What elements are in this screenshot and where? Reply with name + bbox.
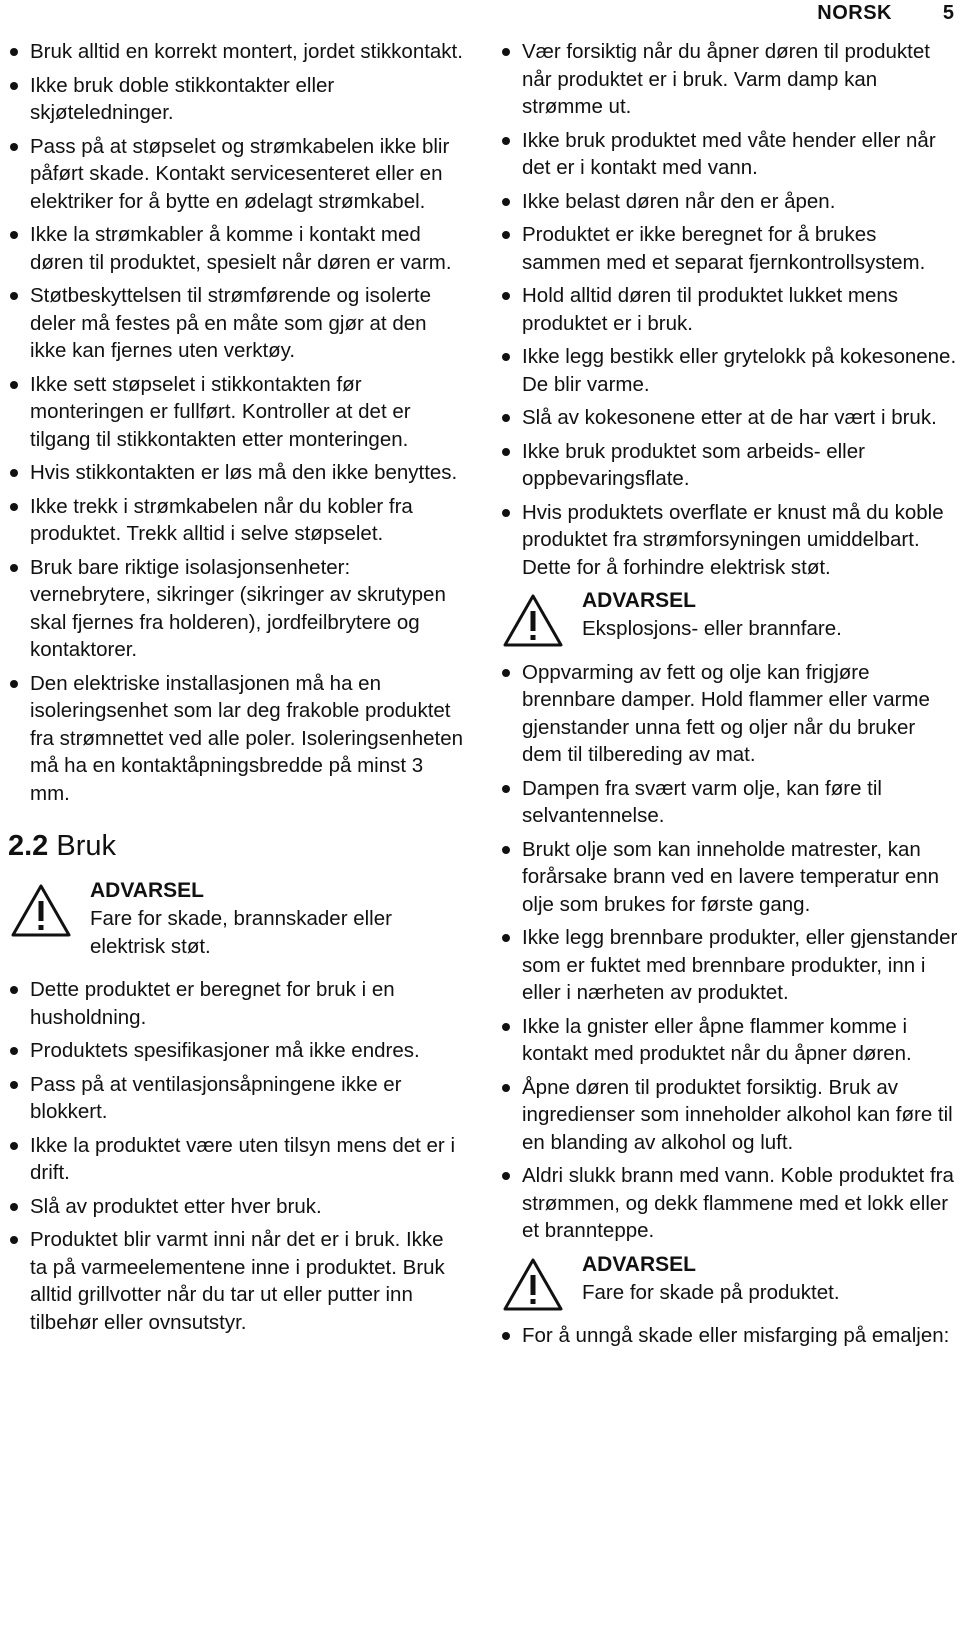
list-item xyxy=(500,1162,958,1245)
warning-title: ADVARSEL xyxy=(582,1252,696,1276)
bullet-icon xyxy=(502,1332,510,1340)
bullet-icon xyxy=(10,1047,18,1055)
list-item xyxy=(500,1074,958,1157)
safety-list-fire xyxy=(500,659,958,1245)
bullet-icon xyxy=(502,1172,510,1180)
list-item-text: Ikke la gnister eller åpne flammer komme i kontakt med produktet når du åpner døren. xyxy=(522,1014,912,1065)
list-item-text: Slå av produktet etter hver bruk. xyxy=(30,1194,322,1218)
warning-text: Fare for skade, brannskader eller elektrisk støt. xyxy=(90,907,392,958)
list-item-text: Ikke la produktet være uten tilsyn mens det er i drift. xyxy=(30,1133,456,1184)
list-item-text: Bruk bare riktige isolasjonsenheter: vernebrytere, sikringer (sikringer av skrutypen skal fjernes fra holderen), jordfeilbrytere og kontaktorer. xyxy=(30,555,446,661)
list-item xyxy=(8,1037,466,1065)
list-item-text: Produktets spesifikasjoner må ikke endres. xyxy=(30,1039,420,1062)
bullet-icon xyxy=(10,1203,18,1211)
bullet-icon xyxy=(502,669,510,677)
list-item-text: Pass på at støpselet og strømkabelen ikke blir påført skade. Kontakt servicesenteret eller en elektriker for å bytte en ødelagt strømkabel. xyxy=(30,134,450,213)
list-item xyxy=(500,924,958,1007)
list-item-text: Hold alltid døren til produktet lukket mens produktet er i bruk. xyxy=(522,284,899,335)
list-item-text: Ikke bruk produktet med våte hender eller når det er i kontakt med vann. xyxy=(522,128,936,179)
list-item xyxy=(8,493,466,548)
list-item-text: Ikke bruk produktet som arbeids- eller oppbevaringsflate. xyxy=(522,439,865,490)
warning-box-damage xyxy=(500,1251,958,1307)
list-item xyxy=(500,1013,958,1068)
warning-text: Fare for skade på produktet. xyxy=(582,1280,840,1304)
list-item xyxy=(500,499,958,582)
page-number: 5 xyxy=(942,2,954,24)
bullet-icon xyxy=(502,509,510,517)
list-item-text: Ikke legg bestikk eller grytelokk på kokesonene. De blir varme. xyxy=(522,345,957,396)
list-item xyxy=(500,343,958,398)
bullet-icon xyxy=(502,137,510,145)
list-item-text: Hvis produktets overflate er knust må du koble produktet fra strømforsyningen umiddelbart. Dette for å forhindre elektrisk støt. xyxy=(522,500,944,579)
warning-box xyxy=(8,877,466,960)
right-column xyxy=(500,38,958,1356)
list-item-text: Åpne døren til produktet forsiktig. Bruk av ingredienser som inneholder alkohol kan føre til en blanding av alkohol og luft. xyxy=(522,1075,953,1154)
safety-list-use-continued xyxy=(500,38,958,581)
warning-triangle-icon xyxy=(10,883,72,939)
bullet-icon xyxy=(10,381,18,389)
list-item xyxy=(8,554,466,664)
list-item xyxy=(500,221,958,276)
list-item-text: Produktet er ikke beregnet for å brukes sammen med et separat fjernkontrollsystem. xyxy=(522,223,926,274)
warning-triangle-icon xyxy=(502,1257,564,1313)
warning-triangle-icon xyxy=(502,593,564,649)
bullet-icon xyxy=(502,846,510,854)
warning-box-fire xyxy=(500,587,958,643)
list-item-text: Pass på at ventilasjonsåpningene ikke er blokkert. xyxy=(30,1072,402,1123)
bullet-icon xyxy=(10,231,18,239)
bullet-icon xyxy=(10,1081,18,1089)
list-item-text: Ikke legg brennbare produkter, eller gjenstander som er fuktet med brennbare produkter, inn i eller i nærheten av produktet. xyxy=(522,926,958,1004)
safety-list-use xyxy=(8,976,466,1336)
list-item-text: Hvis stikkontakten er løs må den ikke benyttes. xyxy=(30,461,458,484)
list-item xyxy=(8,133,466,216)
bullet-icon xyxy=(10,469,18,477)
list-item-text: Bruk alltid en korrekt montert, jordet stikkontakt. xyxy=(30,40,463,63)
list-item xyxy=(500,404,958,432)
list-item-text: Ikke bruk doble stikkontakter eller skjøteledninger. xyxy=(30,73,335,124)
bullet-icon xyxy=(10,48,18,56)
list-item xyxy=(500,1322,958,1350)
list-item xyxy=(8,1132,466,1187)
list-item-text: Produktet blir varmt inni når det er i bruk. Ikke ta på varmeelementene inne i produktet. Bruk alltid grillvotter når du tar ut eller putter inn tilbehør eller ovnsutstyr. xyxy=(30,1228,445,1334)
bullet-icon xyxy=(10,292,18,300)
list-item xyxy=(500,438,958,493)
list-item xyxy=(8,282,466,365)
bullet-icon xyxy=(10,986,18,994)
list-item xyxy=(8,221,466,276)
bullet-icon xyxy=(502,231,510,239)
bullet-icon xyxy=(10,82,18,90)
list-item xyxy=(500,836,958,919)
list-item-text: Brukt olje som kan inneholde matrester, kan forårsake brann ved en lavere temperatur enn olje som brukes for første gang. xyxy=(522,837,940,916)
bullet-icon xyxy=(10,1142,18,1150)
bullet-icon xyxy=(10,564,18,572)
bullet-icon xyxy=(10,680,18,688)
list-item-text: Aldri slukk brann med vann. Koble produktet fra strømmen, og dekk flammene med et lokk eller et brannteppe. xyxy=(522,1164,954,1242)
bullet-icon xyxy=(502,414,510,422)
list-item-text: Ikke sett støpselet i stikkontakten før monteringen er fullført. Kontroller at det er tilgang til stikkontakten etter monteringen. xyxy=(30,372,411,451)
list-item-text: Støtbeskyttelsen til strømførende og isolerte deler må festes på en måte som gjør at den ikke kan fjernes uten verktøy. xyxy=(30,284,432,362)
list-item xyxy=(500,282,958,337)
bullet-icon xyxy=(502,48,510,56)
list-item xyxy=(500,659,958,769)
list-item xyxy=(8,1071,466,1126)
bullet-icon xyxy=(502,785,510,793)
list-item xyxy=(8,976,466,1031)
list-item-text: Ikke trekk i strømkabelen når du kobler fra produktet. Trekk alltid i selve støpselet. xyxy=(30,494,413,545)
list-item xyxy=(8,371,466,454)
safety-list-enamel xyxy=(500,1322,958,1350)
section-number: 2.2 xyxy=(8,830,49,862)
safety-list-electrical xyxy=(8,38,466,807)
bullet-icon xyxy=(10,503,18,511)
bullet-icon xyxy=(502,934,510,942)
warning-title: ADVARSEL xyxy=(90,879,204,902)
list-item-text: Dampen fra svært varm olje, kan føre til selvantennelse. xyxy=(522,776,882,827)
list-item-text: Vær forsiktig når du åpner døren til produktet når produktet er i bruk. Varm damp kan strømme ut. xyxy=(522,40,930,118)
list-item xyxy=(500,38,958,121)
bullet-icon xyxy=(10,143,18,151)
list-item xyxy=(500,188,958,216)
bullet-icon xyxy=(502,1023,510,1031)
warning-text: Eksplosjons- eller brannfare. xyxy=(582,617,842,640)
list-item xyxy=(8,72,466,127)
list-item xyxy=(8,1226,466,1336)
list-item xyxy=(8,38,466,66)
list-item xyxy=(8,459,466,487)
bullet-icon xyxy=(502,353,510,361)
list-item xyxy=(500,775,958,830)
bullet-icon xyxy=(10,1236,18,1244)
list-item xyxy=(8,1193,466,1221)
list-item-text: Ikke la strømkabler å komme i kontakt med døren til produktet, spesielt når døren er varm. xyxy=(30,223,452,274)
warning-title: ADVARSEL xyxy=(582,589,696,612)
list-item-text: For å unngå skade eller misfarging på emaljen: xyxy=(522,1324,950,1347)
list-item-text: Ikke belast døren når den er åpen. xyxy=(522,189,836,213)
list-item-text: Den elektriske installasjonen må ha en isoleringsenhet som lar deg frakoble produktet fra strømnettet ved alle poler. Isoleringsenheten må ha en kontaktåpningsbredde på minst 3 mm. xyxy=(30,671,464,805)
list-item-text: Dette produktet er beregnet for bruk i en husholdning. xyxy=(30,978,395,1029)
list-item-text: Slå av kokesonene etter at de har vært i bruk. xyxy=(522,406,937,429)
bullet-icon xyxy=(502,198,510,206)
left-column xyxy=(8,38,466,1342)
list-item xyxy=(8,670,466,808)
bullet-icon xyxy=(502,1084,510,1092)
language-label: NORSK xyxy=(817,2,892,24)
section-title: Bruk xyxy=(56,830,117,862)
list-item xyxy=(500,127,958,182)
list-item-text: Oppvarming av fett og olje kan frigjøre brennbare damper. Hold flammer eller varme gjenstander unna fett og oljer når du bruker dem til tilbereding av mat. xyxy=(522,660,930,766)
bullet-icon xyxy=(502,292,510,300)
section-heading xyxy=(8,829,466,863)
page-header xyxy=(0,0,960,28)
bullet-icon xyxy=(502,448,510,456)
